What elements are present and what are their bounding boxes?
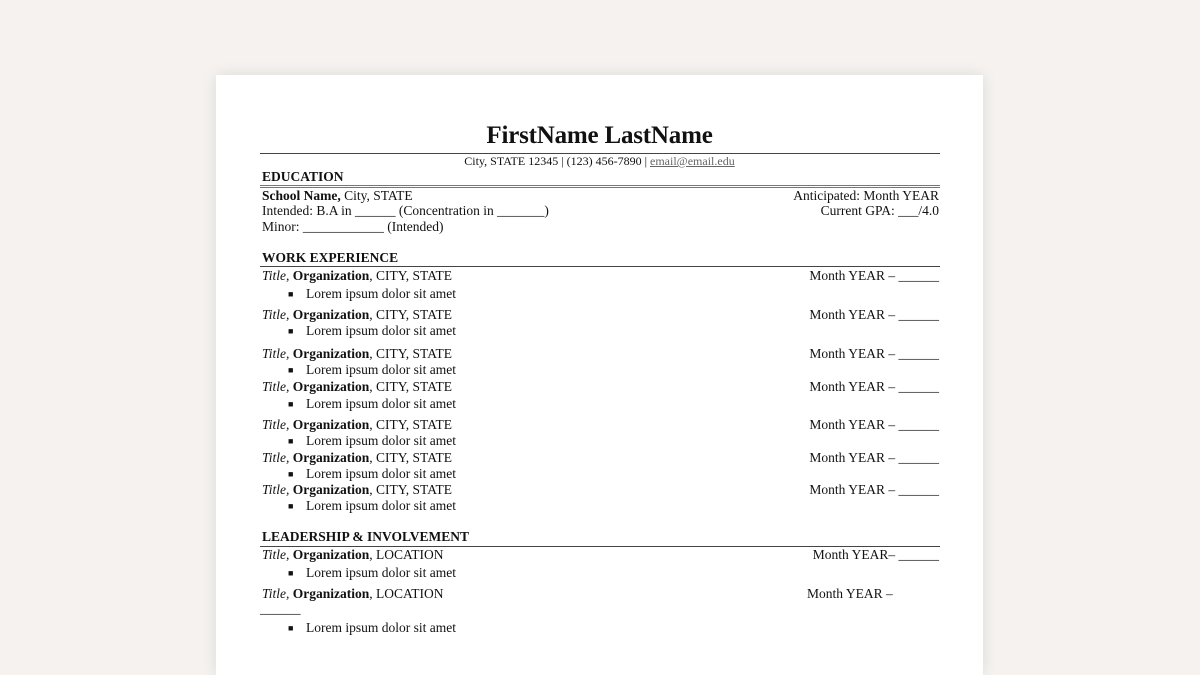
work-experience-heading: WORK EXPERIENCE xyxy=(262,250,399,265)
location: , CITY, STATE xyxy=(369,346,452,361)
leadership-entry-title xyxy=(262,547,444,563)
work-bullet: Lorem ipsum dolor sit amet xyxy=(306,362,456,377)
school-line xyxy=(262,188,413,204)
work-entry-title xyxy=(262,450,452,466)
location: , LOCATION xyxy=(369,547,444,562)
school-location: City, STATE xyxy=(340,188,413,203)
bullet-icon: ■ xyxy=(288,289,294,299)
work-entry-date: Month YEAR – ______ xyxy=(809,307,939,322)
leadership-bullet: Lorem ipsum dolor sit amet xyxy=(306,620,456,635)
resume-name: FirstName LastName xyxy=(486,122,713,149)
work-entry-date: Month YEAR – ______ xyxy=(809,268,939,283)
work-bullet: Lorem ipsum dolor sit amet xyxy=(306,396,456,411)
leadership-bullet: Lorem ipsum dolor sit amet xyxy=(306,565,456,580)
location: , CITY, STATE xyxy=(369,482,452,497)
resume-page xyxy=(216,75,983,675)
work-entry-title xyxy=(262,417,452,433)
work-entry-date: Month YEAR – ______ xyxy=(809,417,939,432)
leadership-entry-title xyxy=(262,586,444,602)
date-blank: ______ xyxy=(260,601,301,616)
organization: Organization xyxy=(292,307,370,322)
role-title: Title, xyxy=(262,586,290,601)
work-entry-date: Month YEAR – ______ xyxy=(809,379,939,394)
job-title: Title, xyxy=(262,417,290,432)
job-title: Title, xyxy=(262,307,290,322)
bullet-icon: ■ xyxy=(288,501,294,511)
leadership-entry-date: Month YEAR – xyxy=(807,586,893,601)
organization: Organization xyxy=(292,586,370,601)
work-entry-date: Month YEAR – ______ xyxy=(809,482,939,497)
location: , CITY, STATE xyxy=(369,417,452,432)
work-entry-title xyxy=(262,268,452,284)
bullet-icon: ■ xyxy=(288,326,294,336)
work-entry-title xyxy=(262,307,452,323)
location: , LOCATION xyxy=(369,586,444,601)
job-title: Title, xyxy=(262,482,290,497)
bullet-icon: ■ xyxy=(288,568,294,578)
location: , CITY, STATE xyxy=(369,450,452,465)
leadership-heading: LEADERSHIP & INVOLVEMENT xyxy=(262,529,470,544)
work-bullet: Lorem ipsum dolor sit amet xyxy=(306,286,456,301)
organization: Organization xyxy=(292,379,370,394)
location: , CITY, STATE xyxy=(369,307,452,322)
work-entry-date: Month YEAR – ______ xyxy=(809,450,939,465)
leadership-entry-date: Month YEAR– ______ xyxy=(812,547,939,562)
bullet-icon: ■ xyxy=(288,365,294,375)
work-entry-title xyxy=(262,379,452,395)
education-heading: EDUCATION xyxy=(262,169,344,184)
email-link[interactable]: email@email.edu xyxy=(650,154,735,168)
anticipated-date: Anticipated: Month YEAR xyxy=(793,188,939,203)
contact-details: City, STATE 12345 | (123) 456-7890 | xyxy=(464,154,651,168)
bullet-icon: ■ xyxy=(288,623,294,633)
organization: Organization xyxy=(292,450,370,465)
minor-line: Minor: ____________ (Intended) xyxy=(262,219,444,234)
work-entry-date: Month YEAR – ______ xyxy=(809,346,939,361)
bullet-icon: ■ xyxy=(288,469,294,479)
job-title: Title, xyxy=(262,450,290,465)
work-entry-title xyxy=(262,346,452,362)
current-gpa: Current GPA: ___/4.0 xyxy=(820,203,939,218)
work-entry-title xyxy=(262,482,452,498)
organization: Organization xyxy=(292,346,370,361)
role-title: Title, xyxy=(262,547,290,562)
job-title: Title, xyxy=(262,379,290,394)
school-name: School Name, xyxy=(262,188,341,203)
work-bullet: Lorem ipsum dolor sit amet xyxy=(306,498,456,513)
organization: Organization xyxy=(292,547,370,562)
organization: Organization xyxy=(292,482,370,497)
work-divider xyxy=(260,266,940,267)
work-bullet: Lorem ipsum dolor sit amet xyxy=(306,323,456,338)
bullet-icon: ■ xyxy=(288,436,294,446)
contact-line xyxy=(216,154,983,168)
job-title: Title, xyxy=(262,268,290,283)
location: , CITY, STATE xyxy=(369,268,452,283)
job-title: Title, xyxy=(262,346,290,361)
work-bullet: Lorem ipsum dolor sit amet xyxy=(306,433,456,448)
organization: Organization xyxy=(292,268,370,283)
intended-degree: Intended: B.A in ______ (Concentration in _______) xyxy=(262,203,549,218)
location: , CITY, STATE xyxy=(369,379,452,394)
bullet-icon: ■ xyxy=(288,399,294,409)
organization: Organization xyxy=(292,417,370,432)
work-bullet: Lorem ipsum dolor sit amet xyxy=(306,466,456,481)
